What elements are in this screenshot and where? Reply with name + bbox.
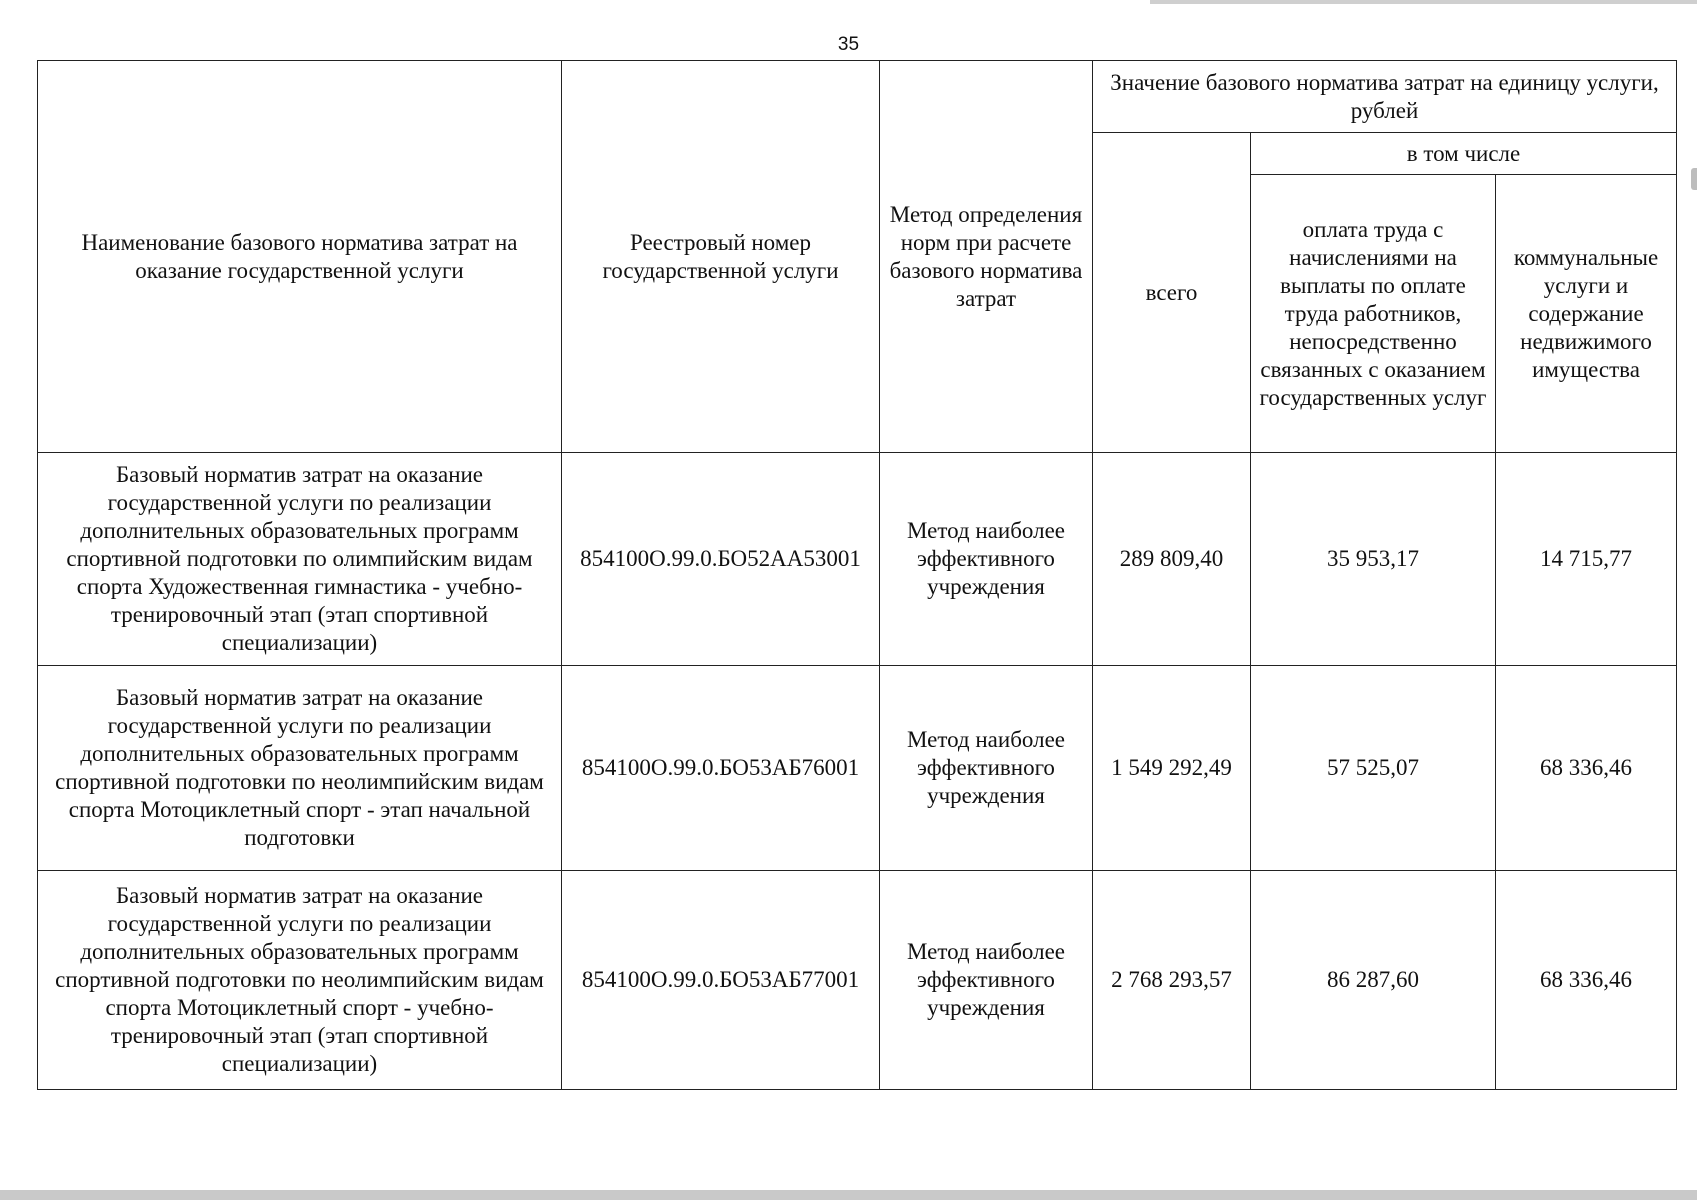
table-row: [38, 453, 1677, 666]
cell-labor: 35 953,17: [1251, 453, 1496, 666]
cell-method: Метод наиболее эффективного учреждения: [880, 453, 1093, 666]
table-row: [38, 666, 1677, 871]
header-row-1: [38, 61, 1677, 133]
cell-name: Базовый норматив затрат на оказание государственной услуги по реализации дополнительных образовательных программ спортивной подготовки по неолимпийским видам спорта Мотоциклетный спорт - этап начальной подготовки: [38, 666, 562, 871]
scan-edge-mark: [1691, 168, 1697, 190]
header-value-group: Значение базового норматива затрат на единицу услуги, рублей: [1093, 61, 1677, 133]
header-utilities: коммунальные услуги и содержание недвижимого имущества: [1496, 175, 1677, 453]
header-labor: оплата труда с начислениями на выплаты по оплате труда работников, непосредственно связанных с оказанием государственных услуг: [1251, 175, 1496, 453]
header-method: Метод определения норм при расчете базового норматива затрат: [880, 61, 1093, 453]
header-name: Наименование базового норматива затрат на оказание государственной услуги: [38, 61, 562, 453]
cell-utilities: 14 715,77: [1496, 453, 1677, 666]
header-registry: Реестровый номер государственной услуги: [562, 61, 880, 453]
cell-name: Базовый норматив затрат на оказание государственной услуги по реализации дополнительных образовательных программ спортивной подготовки по олимпийским видам спорта Художественная гимнастика - учебно-тренировочный этап (этап спортивной специализации): [38, 453, 562, 666]
cell-labor: 86 287,60: [1251, 871, 1496, 1090]
cell-method: Метод наиболее эффективного учреждения: [880, 871, 1093, 1090]
cell-registry: 854100О.99.0.БО52АА53001: [562, 453, 880, 666]
scan-bottom-strip: [0, 1190, 1697, 1200]
scan-edge-line: [1150, 0, 1697, 4]
cell-total: 289 809,40: [1093, 453, 1251, 666]
cost-norms-table: [37, 60, 1677, 1090]
header-including: в том числе: [1251, 133, 1677, 175]
header-total: всего: [1093, 133, 1251, 453]
cell-total: 2 768 293,57: [1093, 871, 1251, 1090]
cell-total: 1 549 292,49: [1093, 666, 1251, 871]
cell-registry: 854100О.99.0.БО53АБ77001: [562, 871, 880, 1090]
cell-utilities: 68 336,46: [1496, 871, 1677, 1090]
cell-method: Метод наиболее эффективного учреждения: [880, 666, 1093, 871]
cell-utilities: 68 336,46: [1496, 666, 1677, 871]
cell-labor: 57 525,07: [1251, 666, 1496, 871]
page-number: 35: [837, 34, 860, 55]
cell-name: Базовый норматив затрат на оказание государственной услуги по реализации дополнительных образовательных программ спортивной подготовки по неолимпийским видам спорта Мотоциклетный спорт - учебно-тренировочный этап (этап спортивной специализации): [38, 871, 562, 1090]
table-row: [38, 871, 1677, 1090]
cell-registry: 854100О.99.0.БО53АБ76001: [562, 666, 880, 871]
